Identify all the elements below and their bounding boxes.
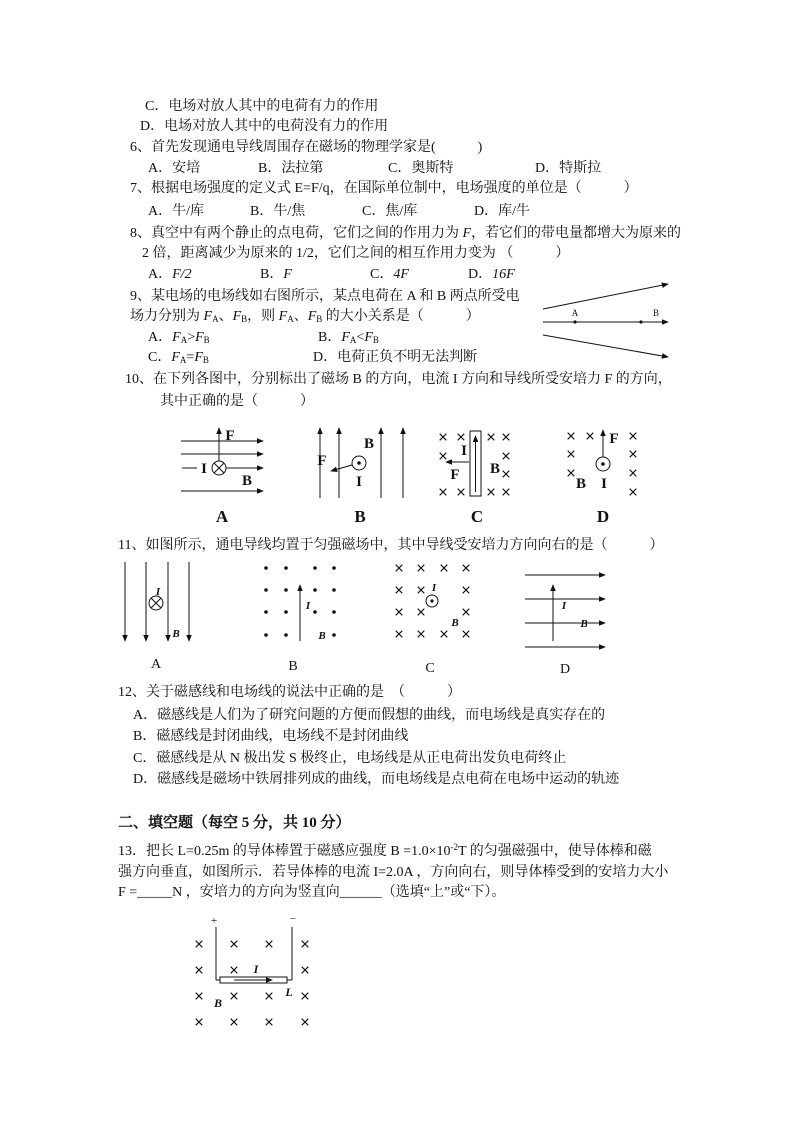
q10a-force-label: F xyxy=(225,428,235,444)
q9-text: ，则 xyxy=(247,309,279,324)
q9-relation: < xyxy=(356,330,365,345)
q8-force-symbol: F xyxy=(462,226,472,241)
q7-option-b: B．牛/焦 xyxy=(250,204,306,219)
q6-option-c: C．奥斯特 xyxy=(388,161,454,176)
conductor-rod xyxy=(220,977,287,983)
q13-exponent: -2 xyxy=(450,842,458,852)
q9-subscript: B xyxy=(202,355,209,365)
q10c-force-label: F xyxy=(450,467,460,483)
q13-stem-line1 xyxy=(118,843,652,861)
q9-subscript: A xyxy=(349,335,357,345)
q10-figure-label-a: A xyxy=(215,507,229,526)
q10-figure-a xyxy=(181,428,263,491)
q10-figure-label-c: C xyxy=(470,507,484,526)
q8-option-c-label: C． xyxy=(370,267,394,282)
q9-option-b xyxy=(318,329,379,347)
q9-subscript: A xyxy=(212,314,219,324)
q8-option-b-label: B． xyxy=(260,267,284,282)
q12-option-d: D．磁感线是磁场中铁屑排列成的曲线，而电场线是点电荷在电场中运动的轨迹 xyxy=(133,772,620,787)
q7-option-c: C．焦/库 xyxy=(362,204,418,219)
q9-force-symbol: F xyxy=(194,350,203,365)
q9-field-figure xyxy=(543,284,668,357)
q10-figure-d xyxy=(568,430,637,495)
q7-option-a: A．牛/库 xyxy=(148,204,204,219)
q8-option-d xyxy=(468,266,515,284)
q10b-force-label: F xyxy=(317,453,327,469)
q13-figure xyxy=(196,927,309,1025)
current-out-of-page-icon xyxy=(352,456,366,470)
q10b-current-label: I xyxy=(356,474,362,490)
q8-option-a-label: A． xyxy=(148,267,173,282)
q10-figure-c xyxy=(440,431,510,496)
q11-figure-label-c: C xyxy=(425,661,435,676)
q5-option-c: C．电场对放人其中的电荷有力的作用 xyxy=(145,99,379,114)
q9-point-b-label: B xyxy=(652,308,660,318)
conductor xyxy=(470,431,481,496)
q7-option-d: D．库/牛 xyxy=(474,204,530,219)
q7-stem: 7、根据电场强度的定义式 E=F/q，在国际单位制中，电场强度的单位是（ ） xyxy=(130,181,638,196)
q13-negative-terminal: − xyxy=(289,913,297,925)
q9-relation: > xyxy=(187,330,196,345)
q9-option-b-label: B． xyxy=(318,330,342,345)
q9-force-symbol: F xyxy=(171,350,180,365)
point-a-dot xyxy=(573,320,576,323)
q9-subscript: B xyxy=(203,335,210,345)
q11a-current-label: I xyxy=(155,586,161,598)
q9-subscript: A xyxy=(180,335,188,345)
q10-stem-line2: 其中正确的是（ ） xyxy=(160,394,314,409)
q8-stem-line1 xyxy=(130,225,681,243)
force-arrow xyxy=(331,465,352,471)
q8-option-d-label: D． xyxy=(468,267,493,282)
q9-stem-line1: 9、某电场的电场线如右图所示，某点电荷在 A 和 B 两点所受电 xyxy=(130,289,520,304)
q13-length-label: L xyxy=(285,985,293,999)
q9-point-a-label: A xyxy=(571,308,579,318)
q8-option-c-value: 4F xyxy=(393,267,409,282)
q9-force-symbol: F xyxy=(172,330,181,345)
q12-option-c: C．磁感线是从 N 极出发 S 极终止，电场线是从正电荷出发负电荷终止 xyxy=(133,751,567,766)
field-line xyxy=(543,335,668,357)
q9-option-a-label: A． xyxy=(148,330,173,345)
q13-text-a: 13．把长 L=0.25m 的导体棒置于磁感应强度 B =1.0×10 xyxy=(118,844,451,859)
q8-option-d-value: 16F xyxy=(492,267,515,282)
q9-force-symbol: F xyxy=(307,309,317,324)
current-out-of-page-icon xyxy=(596,457,610,471)
q11b-current-label: I xyxy=(305,600,311,612)
current-into-page-icon xyxy=(149,596,163,610)
field-line xyxy=(543,284,668,309)
q10b-field-label: B xyxy=(363,436,375,452)
current-into-page-icon xyxy=(212,461,226,475)
q9-subscript: B xyxy=(316,314,323,324)
q11-figure-label-b: B xyxy=(288,659,298,674)
q8-option-b-value: F xyxy=(283,267,292,282)
current-out-of-page-icon xyxy=(426,595,438,607)
q6-option-b: B．法拉第 xyxy=(258,161,324,176)
q9-force-symbol: F xyxy=(364,330,373,345)
q11d-current-label: I xyxy=(561,600,567,612)
q11-figure-a xyxy=(125,562,189,641)
q13-current-label: I xyxy=(253,962,259,976)
q9-force-symbol: F xyxy=(203,309,213,324)
q13-positive-terminal: + xyxy=(210,915,218,927)
q9-text: 、 xyxy=(218,309,233,324)
q8-stem-text-a: 8、真空中有两个静止的点电荷，它们之间的作用力为 xyxy=(130,226,463,241)
q13-text-b: T 的匀强磁强中，使导体棒和磁 xyxy=(457,844,652,859)
q9-option-c-label: C． xyxy=(148,350,172,365)
q9-subscript: B xyxy=(241,314,248,324)
q10c-field-label: B xyxy=(489,461,501,477)
q13-field-label: B xyxy=(213,996,223,1010)
q9-text: 场力分别为 xyxy=(130,309,204,324)
point-b-dot xyxy=(639,320,642,323)
q9-relation: = xyxy=(186,350,195,365)
q9-option-c xyxy=(148,349,209,367)
section-heading: 二、填空题（每空 5 分，共 10 分） xyxy=(118,815,351,831)
q10d-current-label: I xyxy=(601,476,607,492)
q10c-current-label: I xyxy=(461,443,467,459)
q8-option-a-value: F/2 xyxy=(172,267,192,282)
q11b-field-label: B xyxy=(318,630,326,642)
q10-figure-label-b: B xyxy=(354,507,366,526)
q12-stem: 12、关于磁感线和电场线的说法中正确的是 （ ） xyxy=(118,685,461,700)
q9-subscript: A xyxy=(179,355,187,365)
q10a-field-label: B xyxy=(241,473,253,489)
q10d-field-label: B xyxy=(575,476,587,492)
q11-figure-b xyxy=(264,566,336,641)
q9-force-symbol: F xyxy=(278,309,288,324)
q12-option-b: B．磁感线是封闭曲线，电场线不是封闭曲线 xyxy=(133,729,409,744)
q6-option-d: D．特斯拉 xyxy=(535,161,602,176)
q11d-field-label: B xyxy=(580,618,588,630)
q10a-current-label: I xyxy=(201,461,207,477)
q9-force-symbol: F xyxy=(232,309,242,324)
q9-subscript: B xyxy=(372,335,379,345)
q6-stem: 6、首先发现通电导线周围存在磁场的物理学家是( ) xyxy=(130,140,483,155)
q9-option-d: D．电荷正负不明无法判断 xyxy=(313,350,478,365)
q9-force-symbol: F xyxy=(195,330,204,345)
q9-stem-line2 xyxy=(130,308,480,326)
q9-text: 的大小关系是（ ） xyxy=(322,309,480,324)
q8-stem-line2: 2 倍，距离减少为原来的 1/2，它们之间的相互作用力变为 （ ） xyxy=(142,246,570,261)
q5-option-d: D．电场对放人其中的电荷没有力的作用 xyxy=(140,119,389,134)
q8-stem-text-b: ，若它们的带电量都增大为原来的 xyxy=(471,226,682,241)
q11-figure-c xyxy=(396,565,470,638)
q10-stem-line1: 10、在下列各图中，分别标出了磁场 B 的方向，电流 I 方向和导线所受安培力 F 的方向， xyxy=(125,372,672,387)
q11c-field-label: B xyxy=(451,617,459,629)
q11-figure-label-a: A xyxy=(150,657,162,672)
q11c-current-label: I xyxy=(431,582,437,594)
q8-option-a xyxy=(148,266,192,284)
q11-figure-d xyxy=(525,575,605,647)
q9-force-symbol: F xyxy=(341,330,350,345)
q12-option-a: A．磁感线是人们为了研究问题的方便而假想的曲线，而电场线是真实存在的 xyxy=(133,708,606,723)
q10-figure-b xyxy=(320,428,403,498)
q11-figure-label-d: D xyxy=(559,662,571,677)
q9-text: 、 xyxy=(293,309,308,324)
q6-option-a: A．安培 xyxy=(148,161,201,176)
q9-subscript: A xyxy=(287,314,294,324)
q10d-force-label: F xyxy=(609,431,619,447)
q8-option-c xyxy=(370,266,409,284)
q13-stem-line2: 强方向垂直，如图所示．若导体棒的电流 I=2.0A ，方向向右，则导体棒受到的安培力大小 xyxy=(118,865,669,880)
q8-option-b xyxy=(260,266,292,284)
q11a-field-label: B xyxy=(172,628,180,640)
q10-figure-label-d: D xyxy=(596,507,610,526)
q13-stem-line3: F =_____N ，安培力的方向为竖直向______（选填“上”或“下）。 xyxy=(118,885,506,900)
q9-option-a xyxy=(148,329,210,347)
q11-stem: 11、如图所示，通电导线均置于匀强磁场中，其中导线受安培力方向向右的是（ ） xyxy=(118,538,664,553)
